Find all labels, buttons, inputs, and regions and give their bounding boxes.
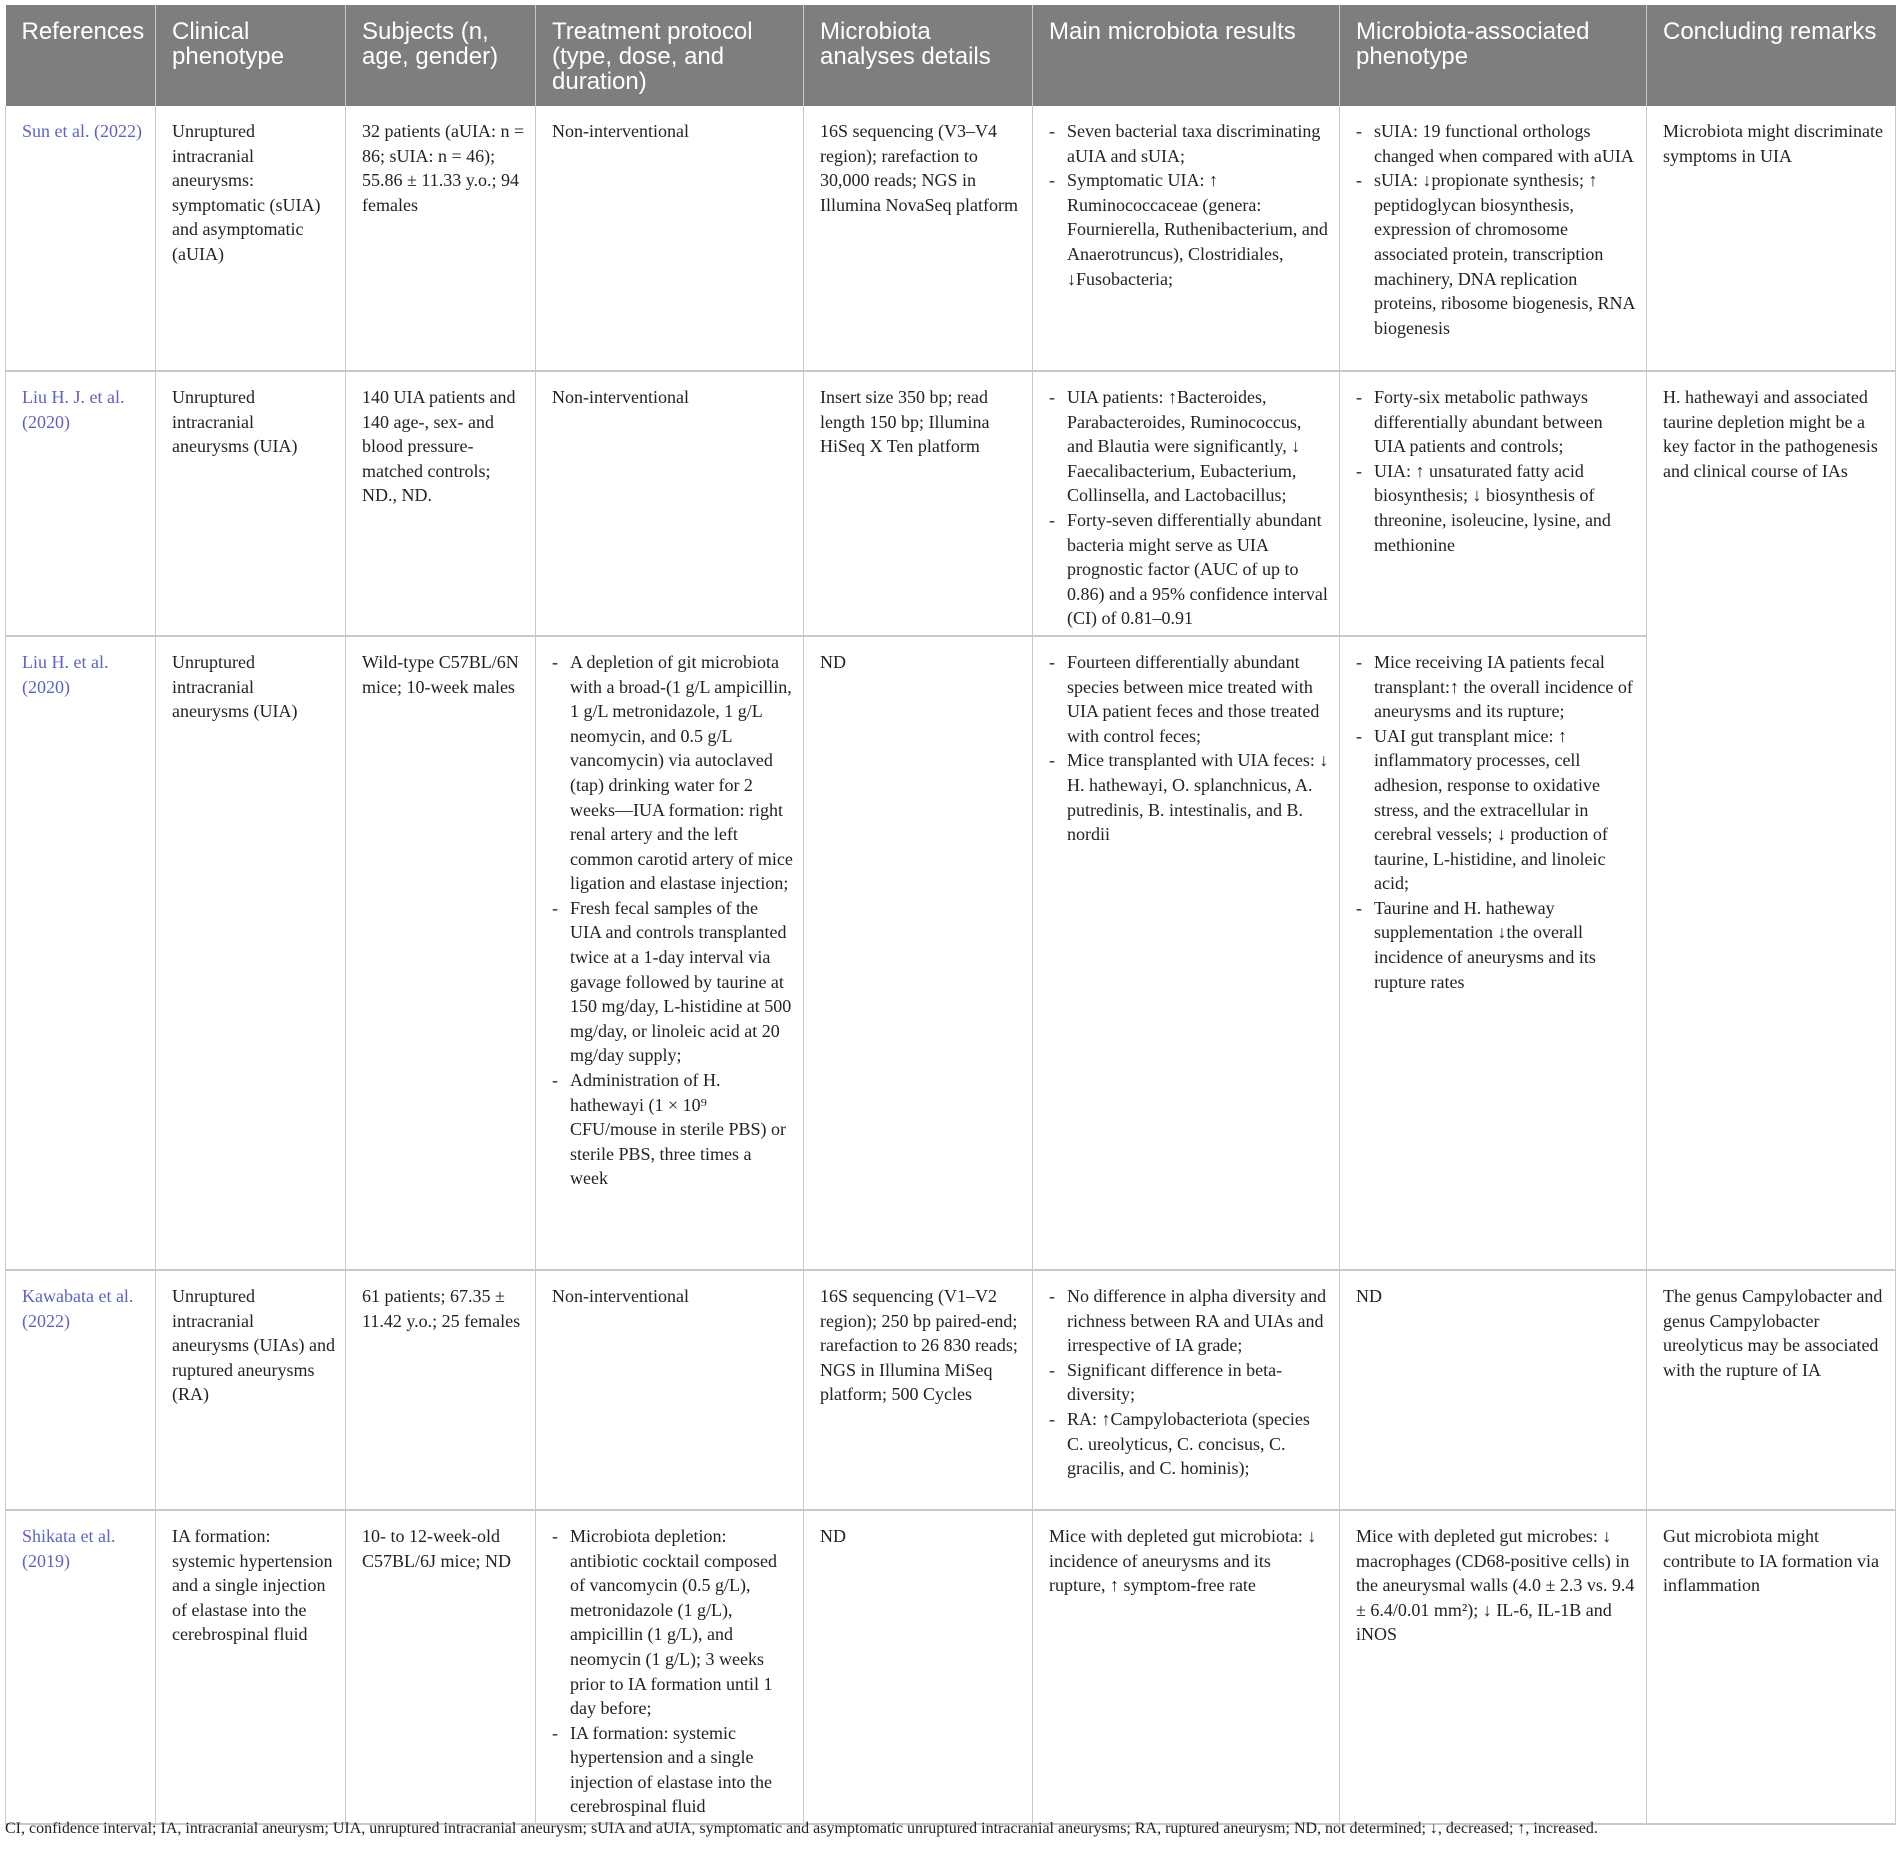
list-item: - Seven bacterial taxa discriminating aUIA and sUIA; — [1049, 119, 1329, 168]
list-item: - sUIA: ↓propionate synthesis; ↑ peptidoglycan biosynthesis, expression of chromosome associated protein, transcription machinery, DNA replication proteins, ribosome biogenesis, RNA biogenesis — [1356, 168, 1636, 340]
list-item: - UAI gut transplant mice: ↑ inflammatory processes, cell adhesion, response to oxidative stress, and the extracellular in cerebral vessels; ↓ production of taurine, L-histidine, and linoleic acid; — [1356, 724, 1636, 896]
table-row — [6, 371, 1896, 636]
reference-link[interactable]: Kawabata et al. (2022) — [22, 1285, 134, 1331]
treatment-cell — [536, 636, 804, 1270]
reference-link[interactable]: Shikata et al. (2019) — [22, 1525, 116, 1571]
subjects-cell: 10- to 12-week-old C57BL/6J mice; ND — [346, 1510, 536, 1824]
table-row — [6, 1510, 1896, 1824]
analyses-cell: Insert size 350 bp; read length 150 bp; Illumina HiSeq X Ten platform — [804, 371, 1033, 636]
list-item: - A depletion of git microbiota with a broad-(1 g/L ampicillin, 1 g/L metronidazole, 1 g/L neomycin, and 0.5 g/L vancomycin) via autoclaved (tap) drinking water for 2 weeks—IUA formation: right renal artery and the left common carotid artery of mice ligation and elastase injection; — [552, 650, 793, 896]
phenotype-cell: Unruptured intracranial aneurysms: symptomatic (sUIA) and asymptomatic (aUIA) — [156, 106, 346, 371]
list-item: - UIA patients: ↑Bacteroides, Parabacteroides, Ruminococcus, and Blautia were significantly, ↓ Faecalibacterium, Eubacterium, Collinsella, and Lactobacillus; — [1049, 385, 1329, 508]
column-header: Treatment protocol (type, dose, and duration) — [536, 5, 804, 106]
subjects-cell: 61 patients; 67.35 ± 11.42 y.o.; 25 females — [346, 1270, 536, 1510]
assoc-phenotype-cell — [1340, 1510, 1647, 1824]
remarks-cell: Microbiota might discriminate symptoms in UIA — [1647, 106, 1896, 371]
assoc-text: Mice with depleted gut microbes: ↓ macrophages (CD68-positive cells) in the aneurysmal walls (4.0 ± 2.3 vs. 9.4 ± 6.4/0.01 mm²); ↓ IL-6, IL-1B and iNOS — [1356, 1525, 1635, 1645]
column-header: Clinical phenotype — [156, 5, 346, 106]
results-cell — [1033, 1270, 1340, 1510]
analyses-cell: 16S sequencing (V1–V2 region); 250 bp paired-end; rarefaction to 26 830 reads; NGS in Illumina MiSeq platform; 500 Cycles — [804, 1270, 1033, 1510]
phenotype-cell: IA formation: systemic hypertension and a single injection of elastase into the cerebrospinal fluid — [156, 1510, 346, 1824]
list-item: - Mice transplanted with UIA feces: ↓ H. hathewayi, O. splanchnicus, A. putredinis, B. intestinalis, and B. nordii — [1049, 748, 1329, 846]
column-header: Concluding remarks — [1647, 5, 1896, 106]
list-item: - UIA: ↑ unsaturated fatty acid biosynthesis; ↓ biosynthesis of threonine, isoleucine, lysine, and methionine — [1356, 459, 1636, 557]
results-cell — [1033, 371, 1340, 636]
treatment-cell — [536, 1510, 804, 1824]
column-header: References — [6, 5, 156, 106]
assoc-phenotype-cell — [1340, 636, 1647, 1270]
assoc-phenotype-cell — [1340, 1270, 1647, 1510]
column-header: Main microbiota results — [1033, 5, 1340, 106]
reference-cell — [6, 371, 156, 636]
assoc-phenotype-cell — [1340, 106, 1647, 371]
microbiota-studies-table — [5, 5, 1896, 1825]
reference-link[interactable]: Sun et al. (2022) — [22, 121, 142, 141]
subjects-cell: 140 UIA patients and 140 age-, sex- and blood pressure-matched controls; ND., ND. — [346, 371, 536, 636]
list-item: - Significant difference in beta-diversity; — [1049, 1358, 1329, 1407]
assoc-text: ND — [1356, 1285, 1382, 1306]
table-footnote: CI, confidence interval; IA, intracranial aneurysm; UIA, unruptured intracranial aneurysm; sUIA and aUIA, symptomatic and asymptomatic unruptured intracranial aneurysms; RA, ruptured aneurysm; ND, not determined; ↓, decreased; ↑, increased. — [5, 1820, 1598, 1837]
results-cell — [1033, 106, 1340, 371]
treatment-cell — [536, 1270, 804, 1510]
reference-cell — [6, 1510, 156, 1824]
list-item: - Symptomatic UIA: ↑ Ruminococcaceae (genera: Fournierella, Ruthenibacterium, and Anaerotruncus), Clostridiales, ↓Fusobacteria; — [1049, 168, 1329, 291]
list-item: - Forty-six metabolic pathways differentially abundant between UIA patients and controls; — [1356, 385, 1636, 459]
list-item: - IA formation: systemic hypertension and a single injection of elastase into the cerebrospinal fluid — [552, 1721, 793, 1819]
analyses-cell: ND — [804, 636, 1033, 1270]
phenotype-cell: Unruptured intracranial aneurysms (UIA) — [156, 636, 346, 1270]
results-cell — [1033, 636, 1340, 1270]
treatment-cell — [536, 371, 804, 636]
list-item: - No difference in alpha diversity and richness between RA and UIAs and irrespective of IA grade; — [1049, 1284, 1329, 1358]
analyses-cell: 16S sequencing (V3–V4 region); rarefaction to 30,000 reads; NGS in Illumina NovaSeq platform — [804, 106, 1033, 371]
list-item: - sUIA: 19 functional orthologs changed when compared with aUIA — [1356, 119, 1636, 168]
reference-cell — [6, 106, 156, 371]
analyses-cell: ND — [804, 1510, 1033, 1824]
treatment-text: Non-interventional — [552, 121, 689, 141]
list-item: - RA: ↑Campylobacteriota (species C. ureolyticus, C. concisus, C. gracilis, and C. hominis); — [1049, 1407, 1329, 1481]
column-header: Microbiota-associated phenotype — [1340, 5, 1647, 106]
list-item: - Administration of H. hathewayi (1 × 10⁹ CFU/mouse in sterile PBS) or sterile PBS, three times a week — [552, 1068, 793, 1191]
treatment-text: Non-interventional — [552, 387, 689, 407]
list-item: - Forty-seven differentially abundant bacteria might serve as UIA prognostic factor (AUC of up to 0.86) and a 95% confidence interval (CI) of 0.81–0.91 — [1049, 508, 1329, 631]
results-cell — [1033, 1510, 1340, 1824]
reference-cell — [6, 1270, 156, 1510]
list-item: - Microbiota depletion: antibiotic cocktail composed of vancomycin (0.5 g/L), metronidazole (1 g/L), ampicillin (1 g/L), and neomycin (1 g/L); 3 weeks prior to IA formation until 1 day before; — [552, 1524, 793, 1721]
reference-link[interactable]: Liu H. J. et al. (2020) — [22, 387, 125, 432]
list-item: - Fresh fecal samples of the UIA and controls transplanted twice at a 1-day interval via gavage followed by taurine at 150 mg/day, L-histidine at 500 mg/day, or linoleic acid at 20 mg/day supply; — [552, 896, 793, 1068]
phenotype-cell: Unruptured intracranial aneurysms (UIA) — [156, 371, 346, 636]
header-row — [6, 5, 1896, 106]
reference-cell — [6, 636, 156, 1270]
remarks-cell: H. hathewayi and associated taurine depletion might be a key factor in the pathogenesis and clinical course of IAs — [1647, 371, 1896, 1270]
table-row — [6, 1270, 1896, 1510]
review-table-container — [5, 5, 1895, 1825]
list-item: - Mice receiving IA patients fecal transplant:↑ the overall incidence of aneurysms and its rupture; — [1356, 650, 1636, 724]
treatment-text: Non-interventional — [552, 1285, 689, 1306]
remarks-cell: The genus Campylobacter and genus Campylobacter ureolyticus may be associated with the rupture of IA — [1647, 1270, 1896, 1510]
subjects-cell: Wild-type C57BL/6N mice; 10-week males — [346, 636, 536, 1270]
list-item: - Fourteen differentially abundant species between mice treated with UIA patient feces and those treated with control feces; — [1049, 650, 1329, 748]
table-row — [6, 636, 1896, 1270]
list-item: - Taurine and H. hatheway supplementation ↓the overall incidence of aneurysms and its rupture rates — [1356, 896, 1636, 994]
table-row — [6, 106, 1896, 371]
column-header: Subjects (n, age, gender) — [346, 5, 536, 106]
assoc-phenotype-cell — [1340, 371, 1647, 636]
treatment-cell — [536, 106, 804, 371]
reference-link[interactable]: Liu H. et al. (2020) — [22, 651, 109, 697]
subjects-cell: 32 patients (aUIA: n = 86; sUIA: n = 46); 55.86 ± 11.33 y.o.; 94 females — [346, 106, 536, 371]
column-header: Microbiota analyses details — [804, 5, 1033, 106]
remarks-cell: Gut microbiota might contribute to IA formation via inflammation — [1647, 1510, 1896, 1824]
phenotype-cell: Unruptured intracranial aneurysms (UIAs) and ruptured aneurysms (RA) — [156, 1270, 346, 1510]
results-text: Mice with depleted gut microbiota: ↓ incidence of aneurysms and its rupture, ↑ symptom-free rate — [1049, 1525, 1317, 1596]
